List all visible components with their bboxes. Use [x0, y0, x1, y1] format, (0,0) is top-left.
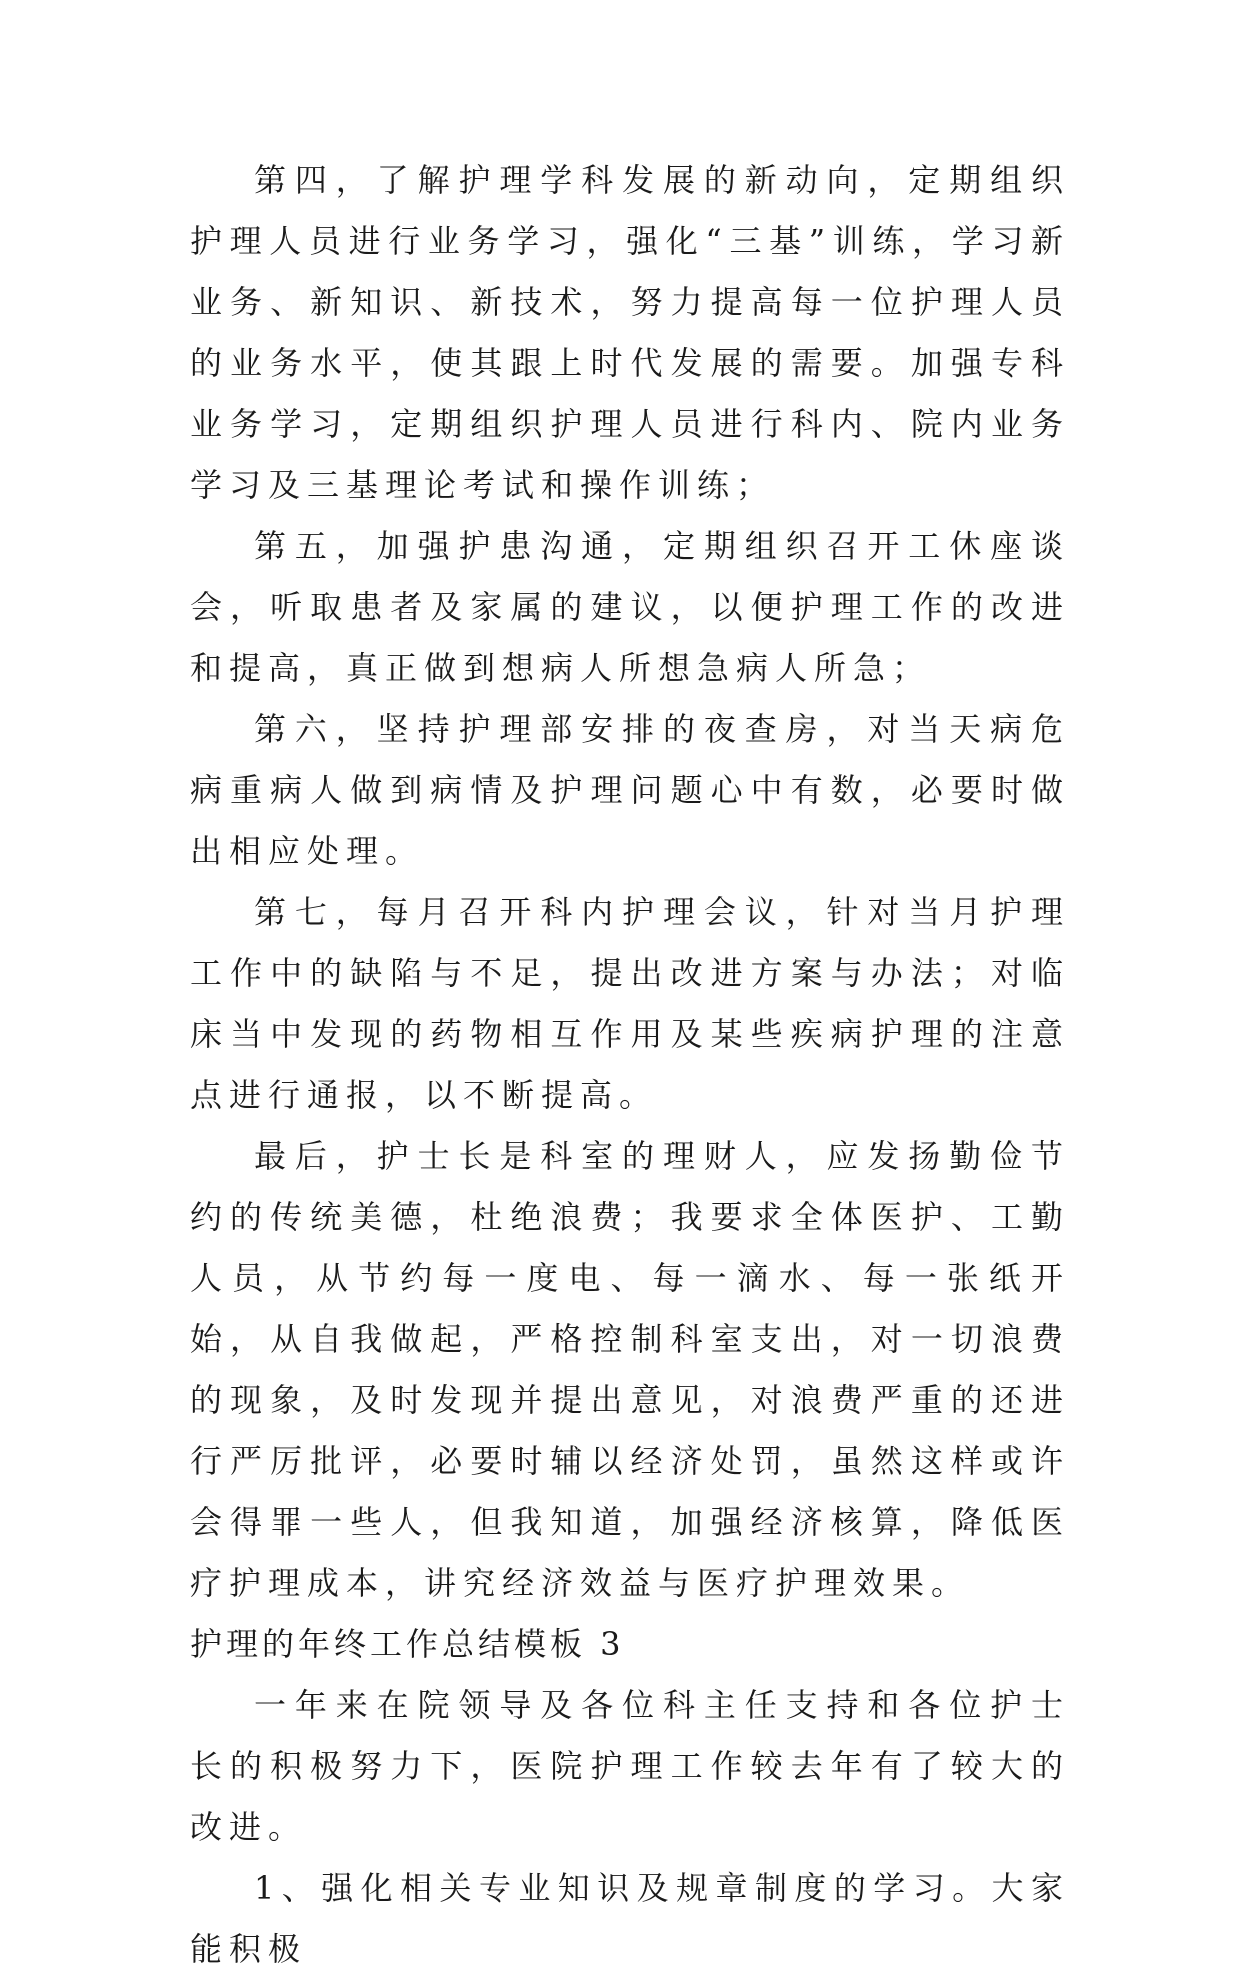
paragraph-seventh: 第七，每月召开科内护理会议，针对当月护理工作中的缺陷与不足，提出改进方案与办法；对临床当中发现的药物相互作用及某些疾病护理的注意点进行通报，以不断提高。	[190, 893, 1070, 1114]
paragraph-fifth: 第五，加强护患沟通，定期组织召开工休座谈会，听取患者及家属的建议，以便护理工作的改进和提高，真正做到想病人所想急病人所急；	[190, 527, 1070, 687]
paragraph-intro: 一年来在院领导及各位科主任支持和各位护士长的积极努力下，医院护理工作较去年有了较大的改进。	[190, 1686, 1070, 1846]
section-title: 护理的年终工作总结模板 3	[190, 1625, 625, 1663]
paragraph-fourth: 第四，了解护理学科发展的新动向，定期组织护理人员进行业务学习，强化“三基”训练，学习新业务、新知识、新技术，努力提高每一位护理人员的业务水平，使其跟上时代发展的需要。加强专科业务学习，定期组织护理人员进行科内、院内业务学习及三基理论考试和操作训练；	[190, 161, 1070, 504]
paragraph-item-1: 1、强化相关专业知识及规章制度的学习。大家能积极	[190, 1869, 1070, 1968]
paragraph-finally: 最后，护士长是科室的理财人，应发扬勤俭节约的传统美德，杜绝浪费；我要求全体医护、工勤人员，从节约每一度电、每一滴水、每一张纸开始，从自我做起，严格控制科室支出，对一切浪费的现象，及时发现并提出意见，对浪费严重的还进行严厉批评，必要时辅以经济处罚，虽然这样或许会得罪一些人，但我知道，加强经济核算，降低医疗护理成本，讲究经济效益与医疗护理效果。	[190, 1137, 1070, 1602]
paragraph-sixth: 第六，坚持护理部安排的夜查房，对当天病危病重病人做到病情及护理问题心中有数，必要时做出相应处理。	[190, 710, 1070, 870]
document-body	[190, 150, 1070, 1980]
